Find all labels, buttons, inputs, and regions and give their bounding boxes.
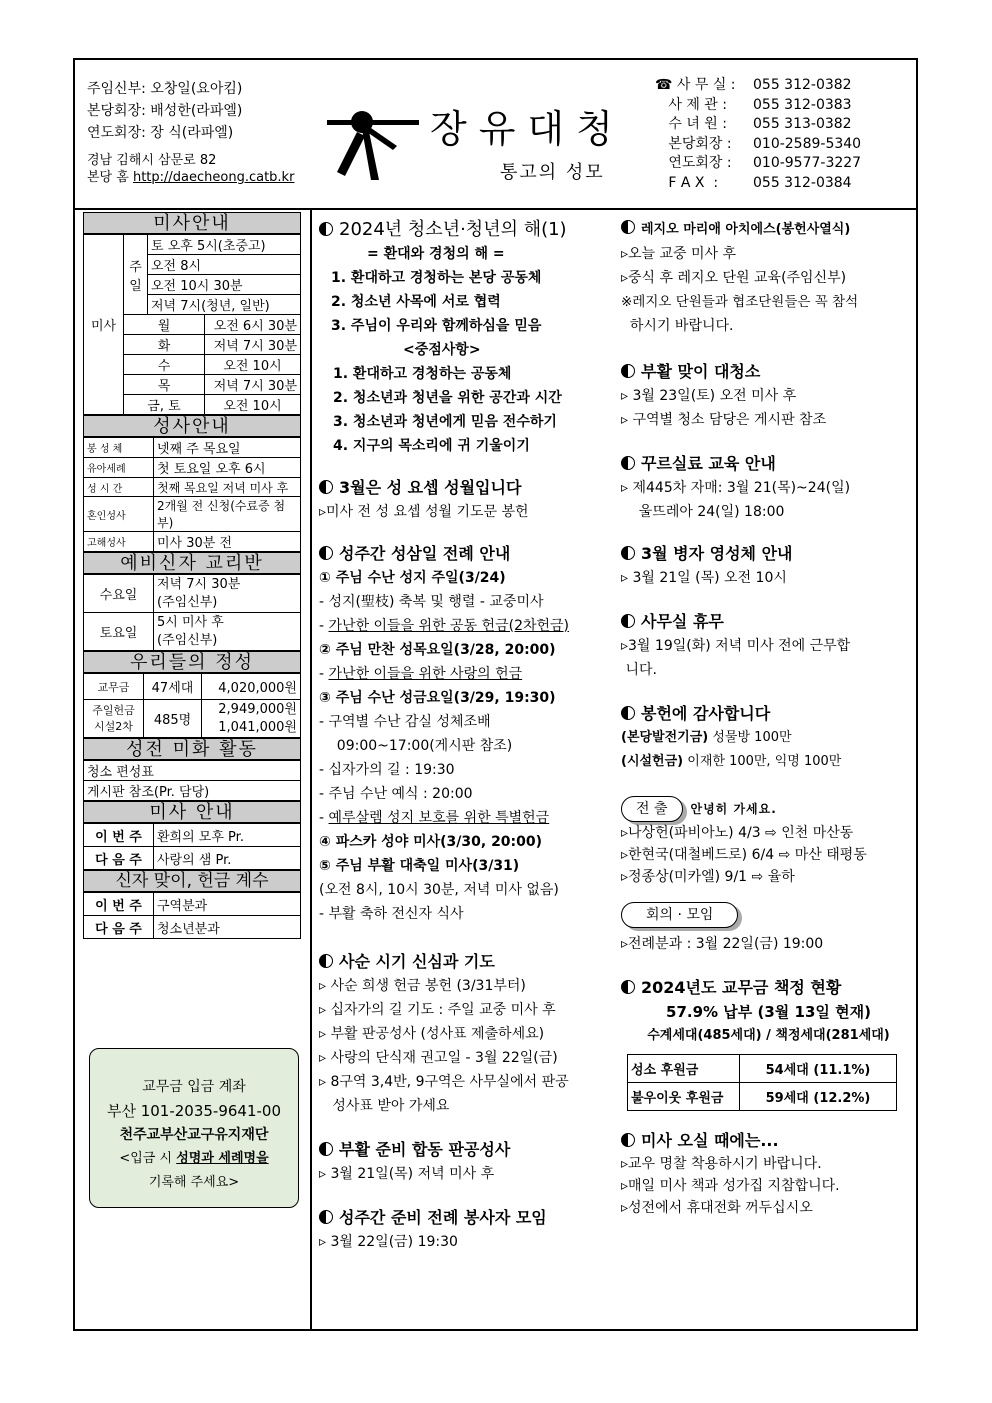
column-divider — [310, 210, 312, 1329]
list-item: 가난한 이들을 위한 사랑의 헌금 — [328, 666, 523, 682]
sacrament-title: 성사안내 — [83, 415, 301, 437]
household-count: 수계세대(485세대) / 책정세대(281세대) — [647, 1028, 890, 1043]
list-item: 2. 청소년과 청년을 위한 공간과 시간 — [333, 390, 562, 406]
list-item: ※레지오 단원들과 협조단원들은 꼭 참석 — [621, 294, 859, 310]
section-title: 2024년 청소년·청년의 해(1) — [339, 219, 567, 240]
list-item: - 십자가의 길 : 19:30 — [319, 762, 455, 778]
sacrament-info: 넷째 주 목요일 — [154, 438, 301, 458]
donation-category: (시설헌금) — [621, 754, 684, 769]
mass-schedule-table — [83, 234, 301, 415]
list-item: ▹ 사순 희생 헌금 봉헌 (3/31부터) — [319, 978, 526, 994]
cross-logo-icon — [327, 102, 419, 180]
mass-guide-group: 환희의 모후 Pr. — [154, 824, 301, 847]
list-item: ▹오늘 교중 미사 후 — [621, 246, 737, 262]
offering-type: 주일헌금 — [92, 703, 135, 717]
decor-table — [83, 760, 301, 801]
parish-address — [87, 152, 294, 186]
list-item: 3. 주님이 우리와 함께하심을 믿음 — [331, 318, 542, 334]
sacrament-name: 유아세례 — [84, 458, 154, 478]
sacrament-name: 봉 성 체 — [84, 438, 154, 458]
section-title: 사순 시기 신심과 기도 — [339, 952, 495, 971]
section-title: 성주간 준비 전례 봉사자 모임 — [339, 1208, 547, 1227]
list-item: 3. 청소년과 청년에게 믿음 전수하기 — [333, 414, 557, 430]
list-item: ▹교우 명찰 착용하시기 바랍니다. — [621, 1156, 822, 1172]
donation-detail: 이재한 100만, 익명 100만 — [683, 754, 842, 769]
focus-heading: <중점사항> — [403, 342, 481, 358]
section-title: 2024년도 교무금 책정 현황 — [641, 978, 842, 997]
liturgy-day: ① 주님 수난 성지 주일(3/24) — [319, 570, 506, 586]
section-subtitle: = 환대와 경청의 해 = — [367, 246, 505, 262]
list-item: - 부활 축하 전신자 식사 — [319, 906, 464, 922]
list-item: 예루살렘 성지 보호를 위한 특별헌금 — [328, 810, 550, 826]
list-item: (오전 8시, 10시 30분, 저녁 미사 없음) — [319, 882, 559, 898]
offering-title: 우리들의 정성 — [83, 651, 301, 673]
weekday-time: 오전 6시 30분 — [205, 315, 301, 335]
section-title: 꾸르실료 교육 안내 — [641, 454, 776, 473]
contact-label: ☎ 사 무 실 : — [655, 77, 736, 93]
class-time: 5시 미사 후 — [157, 614, 224, 630]
offering-amount: 2,949,000원 — [218, 701, 297, 717]
weekday-day: 금, 토 — [124, 395, 205, 415]
section-title: 3월은 성 요셉 성월입니다 — [339, 478, 522, 497]
weekday-time: 오전 10시 — [205, 355, 301, 375]
sunday-label: 주일 — [124, 235, 148, 315]
sunday-time: 오전 10시 30분 — [148, 275, 301, 295]
half-circle-icon — [621, 364, 635, 378]
fund-value: 54세대 (11.1%) — [740, 1055, 897, 1083]
contact-label: 본당회장 : — [655, 135, 732, 152]
half-circle-icon — [621, 614, 635, 628]
contact-label: 수 녀 원 : — [655, 116, 727, 132]
section-title: 봉헌에 감사합니다 — [641, 704, 771, 723]
right-column — [621, 218, 916, 1219]
section-title: 레지오 마리애 아치에스(봉헌사열식) — [641, 222, 851, 237]
sacrament-info: 2개월 전 신청(수료증 첨부) — [154, 497, 301, 532]
half-circle-icon — [621, 546, 635, 560]
sacrament-info: 미사 30분 전 — [154, 532, 301, 552]
account-note: 기록해 주세요> — [148, 1175, 240, 1190]
contact-label: F A X : — [655, 174, 719, 191]
half-circle-icon — [621, 220, 635, 234]
offering-amount: 1,041,000원 — [218, 719, 297, 735]
account-number: 부산 101-2035-9641-00 — [106, 1102, 282, 1120]
contact-label: 사 제 관 : — [655, 96, 727, 113]
list-item: ▹성전에서 휴대전화 꺼두십시오 — [621, 1200, 813, 1216]
list-item: 1. 환대하고 경청하는 본당 공동체 — [331, 270, 542, 286]
weekday-time: 저녁 7시 30분 — [205, 375, 301, 395]
decor-title: 성전 미화 활동 — [83, 738, 301, 760]
class-day: 토요일 — [84, 613, 154, 651]
greeter-group: 청소년분과 — [154, 916, 301, 939]
offering-type: 교무금 — [84, 674, 144, 700]
contact-row — [655, 76, 861, 96]
list-item: ▹중식 후 레지오 단원 교육(주임신부) — [621, 270, 847, 286]
parish-title: 장유대청 — [430, 107, 625, 151]
week-label: 이 번 주 — [84, 893, 154, 916]
list-item: ▹ 3월 23일(토) 오전 미사 후 — [621, 388, 797, 404]
left-sidebar — [83, 212, 301, 939]
fund-name: 성소 후원금 — [628, 1055, 740, 1083]
mass-guide-group: 사랑의 샘 Pr. — [154, 847, 301, 870]
section-title: 사무실 휴무 — [641, 612, 724, 631]
contact-row — [655, 174, 861, 194]
mass-schedule-title: 미사안내 — [83, 212, 301, 234]
list-item: ▹정종상(미카엘) 9/1 ⇨ 율하 — [621, 869, 795, 885]
contact-list — [655, 76, 861, 193]
sacrament-table — [83, 437, 301, 552]
account-title: 교무금 입금 계좌 — [142, 1079, 246, 1095]
contact-value: 055 312-0382 — [753, 77, 852, 93]
contact-value: 010-2589-5340 — [753, 135, 862, 152]
list-item: 니다. — [621, 662, 657, 678]
list-item: ▹ 3월 21일(목) 저녁 미사 후 — [319, 1166, 495, 1182]
week-label: 다 음 주 — [84, 847, 154, 870]
list-item: ▹ 구역별 청소 담당은 게시판 참조 — [621, 412, 827, 428]
bulletin-header — [75, 60, 916, 210]
list-item: - 주님 수난 예식 : 20:00 — [319, 786, 473, 802]
list-item: 4. 지구의 목소리에 귀 기울이기 — [333, 438, 530, 454]
mass-label: 미사 — [84, 235, 124, 415]
week-label: 이 번 주 — [84, 824, 154, 847]
list-item: ▹매일 미사 책과 성가집 지참합니다. — [621, 1178, 840, 1194]
farewell-note: 안녕히 가세요. — [690, 802, 777, 816]
parish-leaders — [87, 78, 294, 186]
donation-detail: 성물방 100만 — [708, 730, 792, 745]
greeter-title: 신자 맞이, 헌금 계수 — [83, 870, 301, 892]
class-day: 수요일 — [84, 575, 154, 613]
list-item: 1. 환대하고 경청하는 공동체 — [333, 366, 512, 382]
weekday-time: 오전 10시 — [205, 395, 301, 415]
sunday-time: 오전 8시 — [148, 255, 301, 275]
weekday-day: 월 — [124, 315, 205, 335]
mass-guide-table — [83, 823, 301, 870]
list-item: - 성지(聖枝) 축복 및 행렬 - 교중미사 — [319, 594, 544, 610]
fund-name: 불우이웃 후원금 — [628, 1083, 740, 1111]
half-circle-icon — [319, 1210, 333, 1224]
offering-count: 47세대 — [144, 674, 202, 700]
fund-value: 59세대 (12.2%) — [740, 1083, 897, 1111]
list-item: 09:00~17:00(게시판 참조) — [319, 738, 513, 754]
decor-row: 게시판 참조(Pr. 담당) — [84, 781, 301, 801]
offering-table — [83, 673, 301, 738]
list-item: ▹ 사랑의 단식재 권고일 - 3월 22일(금) — [319, 1050, 558, 1066]
list-item: ▹ 3월 21일 (목) 오전 10시 — [621, 570, 787, 586]
parish-subtitle: 통고의 성모 — [500, 162, 605, 183]
section-title: 3월 병자 영성체 안내 — [641, 544, 793, 563]
section-title: 부활 맞이 대청소 — [641, 362, 761, 381]
sunday-time: 저녁 7시(청년, 일반) — [148, 295, 301, 315]
contact-value: 055 313-0382 — [753, 116, 852, 132]
sacrament-info: 첫 토요일 오후 6시 — [154, 458, 301, 478]
sacrament-info: 첫째 목요일 저녁 미사 후 — [154, 478, 301, 497]
page-frame — [73, 58, 918, 1331]
weekday-day: 목 — [124, 375, 205, 395]
decor-row: 청소 편성표 — [84, 761, 301, 781]
section-title: 성주간 성삼일 전례 안내 — [339, 544, 511, 563]
half-circle-icon — [319, 954, 333, 968]
list-item: - 구역별 수난 감실 성체조배 — [319, 714, 491, 730]
list-item: ▹전례분과 : 3월 22일(금) 19:00 — [621, 936, 824, 952]
liturgy-day: ③ 주님 수난 성금요일(3/29, 19:30) — [319, 690, 556, 706]
half-circle-icon — [621, 980, 635, 994]
contact-value: 055 312-0383 — [753, 96, 852, 113]
class-teacher: (주임신부) — [157, 632, 218, 648]
catechumen-title: 예비신자 교리반 — [83, 552, 301, 574]
greeter-group: 구역분과 — [154, 893, 301, 916]
list-item: ▹나상헌(파비아노) 4/3 ⇨ 인천 마산동 — [621, 825, 854, 841]
parish-president-line: 본당회장: 배성한(라파엘) — [87, 103, 243, 119]
elder-president-line: 연도회장: 장 식(라파엘) — [87, 125, 234, 141]
list-item: ▹ 부활 판공성사 (성사표 제출하세요) — [319, 1026, 545, 1042]
address-text: 경남 김해시 삼문로 82 — [87, 153, 217, 168]
sacrament-name: 성 시 간 — [84, 478, 154, 497]
list-item: ▹미사 전 성 요셉 성월 기도문 봉헌 — [319, 504, 529, 520]
contact-row — [655, 115, 861, 135]
homepage-label: 본당 홈 — [87, 170, 133, 185]
liturgy-day: ② 주님 만찬 성목요일(3/28, 20:00) — [319, 642, 556, 658]
list-item: ▹ 8구역 3,4반, 9구역은 사무실에서 판공 — [319, 1074, 569, 1090]
sacrament-name: 혼인성사 — [84, 497, 154, 532]
half-circle-icon — [621, 1133, 635, 1147]
contact-value: 010-9577-3227 — [753, 155, 862, 171]
list-item: ▹3월 19일(화) 저녁 미사 전에 근무합 — [621, 638, 851, 654]
transfer-badge: 전 출 — [621, 796, 683, 822]
half-circle-icon — [319, 546, 333, 560]
homepage-link[interactable]: http://daecheong.catb.kr — [132, 170, 295, 185]
payment-rate: 57.9% 납부 (3월 13일 현재) — [666, 1003, 871, 1021]
list-item: 2. 청소년 사목에 서로 협력 — [331, 294, 501, 310]
list-item: ▹ 십자가의 길 기도 : 주일 교중 미사 후 — [319, 1002, 556, 1018]
half-circle-icon — [621, 706, 635, 720]
greeter-table — [83, 892, 301, 939]
class-time: 저녁 7시 30분 — [157, 576, 241, 592]
half-circle-icon — [319, 222, 333, 236]
offering-count: 485명 — [144, 700, 202, 738]
list-dash: - — [319, 666, 329, 682]
liturgy-day: ⑤ 주님 부활 대축일 미사(3/31) — [319, 858, 520, 874]
sunday-time: 토 오후 5시(초중고) — [148, 235, 301, 255]
weekday-day: 화 — [124, 335, 205, 355]
pastor-line: 주임신부: 오창일(요아킴) — [87, 81, 243, 97]
class-teacher: (주임신부) — [157, 594, 218, 610]
half-circle-icon — [319, 480, 333, 494]
donation-category: (본당발전기금) — [621, 730, 709, 745]
contact-value: 055 312-0384 — [753, 174, 852, 191]
list-item: 하시기 바랍니다. — [621, 318, 734, 334]
offering-amount: 4,020,000원 — [202, 674, 301, 700]
list-item: 울뜨레아 24(일) 18:00 — [621, 504, 785, 520]
week-label: 다 음 주 — [84, 916, 154, 939]
meeting-badge: 회의 · 모임 — [621, 902, 738, 928]
catechumen-table — [83, 574, 301, 651]
liturgy-day: ④ 파스카 성야 미사(3/30, 20:00) — [319, 834, 543, 850]
contact-row — [655, 135, 861, 155]
contact-row — [655, 96, 861, 116]
half-circle-icon — [319, 1142, 333, 1156]
account-holder: 천주교부산교구유지재단 — [119, 1127, 269, 1143]
contact-label: 연도회장 : — [655, 155, 732, 171]
account-note-emphasis: 성명과 세례명을 — [176, 1151, 269, 1166]
weekday-time: 저녁 7시 30분 — [205, 335, 301, 355]
mass-guide-title: 미사 안내 — [83, 801, 301, 823]
middle-column — [319, 218, 619, 1254]
list-dash: - — [319, 810, 329, 826]
list-item: 가난한 이들을 위한 공동 헌금(2차헌금) — [328, 618, 570, 634]
list-item: ▹ 3월 22일(금) 19:30 — [319, 1234, 458, 1250]
contact-row — [655, 154, 861, 174]
section-title: 미사 오실 때에는... — [641, 1131, 779, 1150]
half-circle-icon — [621, 456, 635, 470]
sacrament-name: 고해성사 — [84, 532, 154, 552]
support-fund-table — [627, 1054, 897, 1111]
list-item: ▹ 제445차 자매: 3월 21(목)~24(일) — [621, 480, 851, 496]
list-item: ▹한현국(대철베드로) 6/4 ⇨ 마산 태평동 — [621, 847, 867, 863]
list-item: 성사표 받아 가세요 — [319, 1098, 450, 1114]
weekday-day: 수 — [124, 355, 205, 375]
account-note: <입금 시 — [119, 1151, 177, 1166]
section-title: 부활 준비 합동 판공성사 — [339, 1140, 511, 1159]
offering-type: 시설2차 — [94, 719, 133, 733]
list-dash: - — [319, 618, 329, 634]
donation-account-box — [89, 1048, 299, 1208]
